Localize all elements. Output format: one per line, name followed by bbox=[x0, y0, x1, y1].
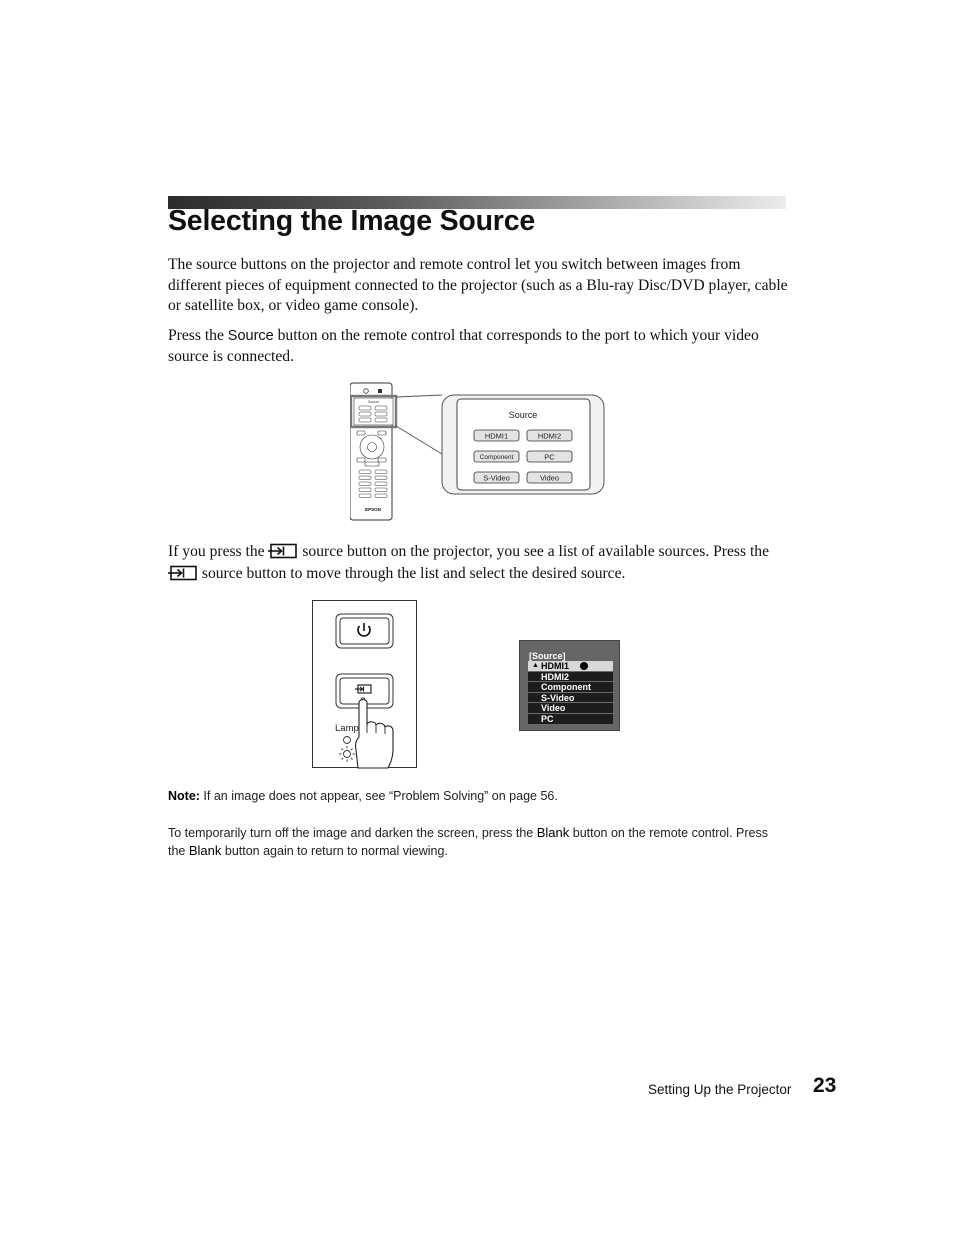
remote-button-video: Video bbox=[539, 473, 560, 483]
source-menu-item-component[interactable]: Component bbox=[528, 682, 613, 693]
page-heading: Selecting the Image Source bbox=[168, 205, 535, 237]
blank-keyword: Blank bbox=[188, 843, 222, 858]
note-paragraph: Note: If an image does not appear, see “Problem Solving” on page 56. bbox=[168, 789, 558, 803]
source-keyword: Source bbox=[227, 328, 274, 344]
remote-mini-source-label: Source bbox=[367, 400, 380, 404]
blank-paragraph: To temporarily turn off the image and darken the screen, press the Blank button on the remote control. Press the Blank button again to return to normal viewing. bbox=[168, 825, 768, 858]
note-label: Note: bbox=[168, 789, 200, 803]
blank-keyword: Blank bbox=[536, 825, 570, 840]
source-menu-screen bbox=[519, 640, 620, 731]
source-menu-item-hdmi2[interactable]: HDMI2 bbox=[528, 672, 613, 683]
projector-panel-figure bbox=[312, 600, 418, 769]
remote-button-hdmi1: HDMI1 bbox=[484, 431, 509, 441]
confirm-icon bbox=[580, 662, 588, 670]
intro-paragraph: The source buttons on the projector and remote control let you switch between images from different pieces of equipment connected to the projector (such as a Blu-ray Disc/DVD player, cable or satellite box, or video game console). bbox=[168, 256, 788, 314]
remote-brand-logo: EPSON bbox=[365, 507, 381, 512]
source-menu-item-pc[interactable]: PC bbox=[528, 714, 613, 725]
projector-source-paragraph: If you press the source button on the projector, you see a list of available sources. Press the source button to move through the list and select the desired source. bbox=[168, 543, 769, 582]
source-menu-title: [Source] bbox=[529, 651, 566, 661]
source-icon bbox=[268, 543, 298, 559]
up-down-arrow-icon: ▲ bbox=[532, 662, 539, 669]
remote-button-pc: PC bbox=[544, 452, 555, 462]
remote-button-hdmi2: HDMI2 bbox=[537, 431, 562, 441]
remote-control-figure bbox=[350, 382, 606, 522]
footer-section-title: Setting Up the Projector bbox=[648, 1082, 792, 1097]
zoom-panel-title: Source bbox=[508, 410, 538, 420]
source-paragraph: Press the Source button on the remote control that corresponds to the port to which your video source is connected. bbox=[168, 327, 759, 365]
remote-button-svideo: S-Video bbox=[483, 473, 510, 483]
source-menu-list bbox=[528, 661, 613, 725]
source-menu-item-video[interactable]: Video bbox=[528, 703, 613, 714]
remote-button-component: Component bbox=[479, 454, 514, 462]
lamp-indicator-icon bbox=[344, 737, 351, 744]
lamp-label: Lamp bbox=[335, 723, 359, 734]
source-menu-item-hdmi1[interactable]: ▲ HDMI1 bbox=[528, 661, 613, 672]
page-number: 23 bbox=[813, 1074, 837, 1097]
source-menu-item-svideo[interactable]: S-Video bbox=[528, 693, 613, 704]
source-icon bbox=[168, 565, 198, 581]
